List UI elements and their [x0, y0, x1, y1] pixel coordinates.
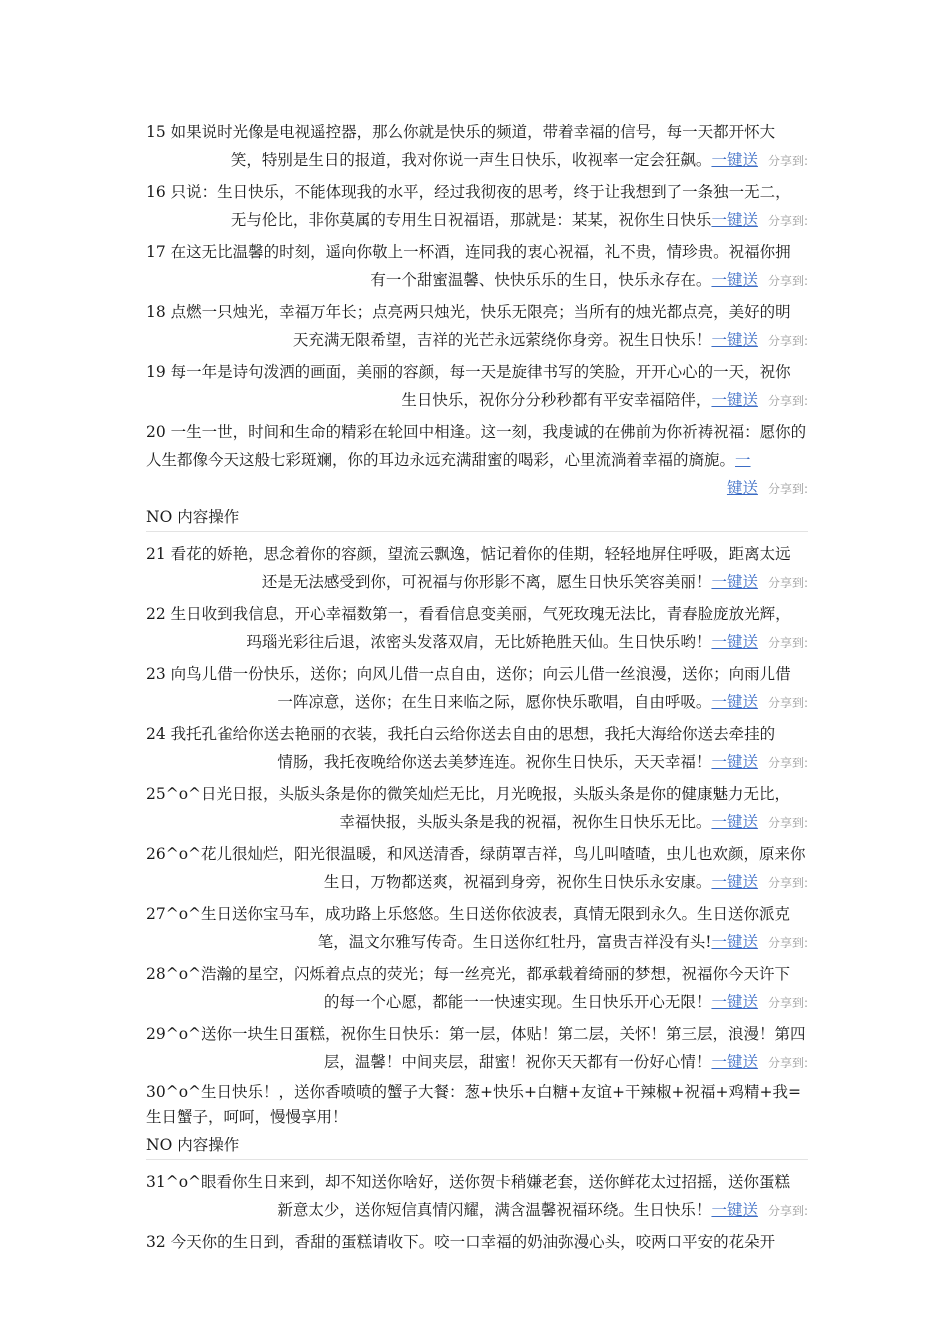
entry-tail [146, 928, 808, 957]
entry-head: 28^o^浩瀚的星空，闪烁着点点的荧光；每一丝亮光，都承载着绮丽的梦想，祝福你今天许下 [146, 965, 791, 983]
one-click-send-link[interactable]: 一键送 [711, 573, 758, 591]
share-to-label: 分享到: [767, 936, 808, 950]
blessing-entry [146, 720, 808, 777]
one-click-send-link[interactable]: 一键送 [711, 1201, 758, 1219]
one-click-send-link[interactable]: 一键送 [711, 993, 758, 1011]
one-click-send-link[interactable]: 一键送 [711, 693, 758, 711]
entry-tail [146, 474, 808, 503]
entry-tail-text: 还是无法感受到你，可祝福与你形影不离，愿生日快乐笑容美丽！ [261, 573, 712, 591]
entry-tail [146, 1196, 808, 1225]
entry-tail [146, 386, 808, 415]
blessing-entry [146, 358, 808, 415]
one-click-send-link[interactable]: 一键送 [711, 753, 758, 771]
blessing-entry [146, 840, 808, 897]
blessing-entry [146, 540, 808, 597]
one-click-send-link[interactable]: 一 [735, 451, 751, 469]
one-click-send-link[interactable]: 一键送 [711, 813, 758, 831]
one-click-send-link-cont[interactable]: 键送 [726, 479, 758, 497]
entry-tail [146, 808, 808, 837]
share-to-label: 分享到: [767, 876, 808, 890]
entry-head: 15 如果说时光像是电视遥控器，那么你就是快乐的频道，带着幸福的信号，每一天都开怀大 [146, 123, 776, 141]
entry-tail [146, 688, 808, 717]
entry-tail-text: 天充满无限希望，吉祥的光芒永远萦绕你身旁。祝生日快乐！ [292, 331, 712, 349]
blessing-entry-30: 30^o^生日快乐！，送你香喷喷的蟹子大餐：葱+快乐+白糖+友谊+干辣椒+祝福+鸡精+我=生日蟹子，呵呵，慢慢享用！ [146, 1083, 801, 1126]
blessing-entry [146, 118, 808, 175]
entry-head: 22 生日收到我信息，开心幸福数第一，看看信息变美丽，气死玫瑰无法比，青春脸庞放光辉， [146, 605, 791, 623]
blessing-entry [146, 178, 808, 235]
entry-head: 31^o^眼看你生日来到，却不知送你啥好，送你贺卡稍嫌老套，送你鲜花太过招摇，送你蛋糕 [146, 1173, 791, 1191]
entry-head: 23 向鸟儿借一份快乐，送你；向风儿借一点自由，送你；向云儿借一丝浪漫，送你；向雨儿借 [146, 665, 791, 683]
entry-tail [146, 568, 808, 597]
entry-text: 32 今天你的生日到，香甜的蛋糕请收下。咬一口幸福的奶油弥漫心头，咬两口平安的花朵开 [146, 1233, 776, 1251]
entry-head: 16 只说：生日快乐，不能体现我的水平，经过我彻夜的思考，终于让我想到了一条独一无二， [146, 183, 791, 201]
share-to-label: 分享到: [767, 816, 808, 830]
entry-tail-text: 生日快乐，祝你分分秒秒都有平安幸福陪伴， [401, 391, 712, 409]
entry-head: 18 点燃一只烛光，幸福万年长；点亮两只烛光，快乐无限亮；当所有的烛光都点亮，美好的明 [146, 303, 791, 321]
entry-tail-text: 无与伦比，非你莫属的专用生日祝福语，那就是：某某，祝你生日快乐 [230, 211, 712, 229]
share-to-label: 分享到: [767, 636, 808, 650]
entry-tail [146, 988, 808, 1017]
blessing-entry-20 [146, 418, 808, 503]
entry-tail [146, 628, 808, 657]
entry-tail [146, 146, 808, 175]
entry-tail [146, 748, 808, 777]
entry-tail-text: 生日，万物都送爽，祝福到身旁，祝你生日快乐永安康。 [323, 873, 712, 891]
share-to-label: 分享到: [767, 576, 808, 590]
entries-group-a [146, 118, 808, 415]
entries-group-b [146, 540, 808, 1077]
share-to-label: 分享到: [767, 996, 808, 1010]
blessing-entry [146, 238, 808, 295]
one-click-send-link[interactable]: 一键送 [711, 633, 758, 651]
blessing-entry-32 [146, 1228, 808, 1256]
one-click-send-link[interactable]: 一键送 [711, 1053, 758, 1071]
blessing-entry [146, 780, 808, 837]
entry-head: 26^o^花儿很灿烂，阳光很温暖，和风送清香，绿荫罩吉祥，鸟儿叫喳喳，虫儿也欢颜，原来你 [146, 845, 806, 863]
blessing-entry [146, 960, 808, 1017]
entry-text: 20 一生一世，时间和生命的精彩在轮回中相逢。这一刻，我虔诚的在佛前为你祈祷祝福：愿你的人生都像今天这般七彩斑斓，你的耳边永远充满甜蜜的喝彩，心里流淌着幸福的旖旎。 [146, 423, 807, 469]
blessing-entry [146, 600, 808, 657]
one-click-send-link[interactable]: 一键送 [711, 151, 758, 169]
share-to-label: 分享到: [767, 1204, 808, 1218]
share-to-label: 分享到: [767, 214, 808, 228]
entry-tail-text: 新意太少，送你短信真情闪耀，满含温馨祝福环绕。生日快乐！ [277, 1201, 712, 1219]
blessing-entry [146, 1020, 808, 1077]
share-to-label: 分享到: [767, 1056, 808, 1070]
entry-head: 24 我托孔雀给你送去艳丽的衣装，我托白云给你送去自由的思想，我托大海给你送去牵挂的 [146, 725, 776, 743]
entry-tail-text: 情肠，我托夜晚给你送去美梦连连。祝你生日快乐，天天幸福！ [277, 753, 712, 771]
entry-tail-text: 笑，特别是生日的报道，我对你说一声生日快乐，收视率一定会狂飙。 [230, 151, 712, 169]
entry-tail [146, 868, 808, 897]
entry-tail [146, 1048, 808, 1077]
document-page [146, 118, 808, 1259]
blessing-entry [146, 900, 808, 957]
share-to-label: 分享到: [767, 394, 808, 408]
one-click-send-link[interactable]: 一键送 [711, 271, 758, 289]
entry-tail-text: 有一个甜蜜温馨、快快乐乐的生日，快乐永存在。 [370, 271, 712, 289]
one-click-send-link[interactable]: 一键送 [711, 331, 758, 349]
entry-head: 29^o^送你一块生日蛋糕，祝你生日快乐：第一层，体贴！第二层，关怀！第三层，浪漫！第四 [146, 1025, 806, 1043]
one-click-send-link[interactable]: 一键送 [711, 933, 758, 951]
share-to-label: 分享到: [767, 334, 808, 348]
one-click-send-link[interactable]: 一键送 [711, 391, 758, 409]
entry-head: 25^o^日光日报，头版头条是你的微笑灿烂无比，月光晚报，头版头条是你的健康魅力无比， [146, 785, 791, 803]
blessing-entry-31 [146, 1168, 808, 1225]
entry-tail-text: 的每一个心愿，都能一一快速实现。生日快乐开心无限！ [323, 993, 712, 1011]
share-to-label: 分享到: [767, 274, 808, 288]
entry-tail-text: 一阵凉意，送你；在生日来临之际，愿你快乐歌唱，自由呼吸。 [277, 693, 712, 711]
entry-head: 17 在这无比温馨的时刻，遥向你敬上一杯酒，连同我的衷心祝福，礼不贵，情珍贵。祝福你拥 [146, 243, 791, 261]
entry-tail-text: 层，温馨！中间夹层，甜蜜！祝你天天都有一份好心情！ [323, 1053, 712, 1071]
blessing-entry [146, 660, 808, 717]
one-click-send-link[interactable]: 一键送 [711, 873, 758, 891]
entry-tail-text: 幸福快报，头版头条是我的祝福，祝你生日快乐无比。 [339, 813, 712, 831]
entry-tail [146, 266, 808, 295]
one-click-send-link[interactable]: 一键送 [711, 211, 758, 229]
share-to-label: 分享到: [767, 696, 808, 710]
entry-tail-text: 玛瑙光彩往后退，浓密头发落双肩，无比娇艳胜天仙。生日快乐哟！ [246, 633, 712, 651]
share-to-label: 分享到: [767, 154, 808, 168]
entry-tail [146, 206, 808, 235]
blessing-entry [146, 298, 808, 355]
section-header-2: NO 内容操作 [146, 1134, 808, 1160]
section-header: NO 内容操作 [146, 506, 808, 532]
entry-head: 27^o^生日送你宝马车，成功路上乐悠悠。生日送你依波表，真情无限到永久。生日送你派克 [146, 905, 791, 923]
entry-tail [146, 326, 808, 355]
entry-head: 19 每一年是诗句泼洒的画面，美丽的容颜，每一天是旋律书写的笑脸，开开心心的一天，祝你 [146, 363, 791, 381]
entry-head: 21 看花的娇艳，思念着你的容颜，望流云飘逸，惦记着你的佳期，轻轻地屏住呼吸，距离太远 [146, 545, 791, 563]
entry-tail-text: 笔，温文尔雅写传奇。生日送你红牡丹，富贵吉祥没有头! [317, 933, 712, 951]
share-to-label: 分享到: [767, 756, 808, 770]
share-to-label: 分享到: [767, 482, 808, 496]
